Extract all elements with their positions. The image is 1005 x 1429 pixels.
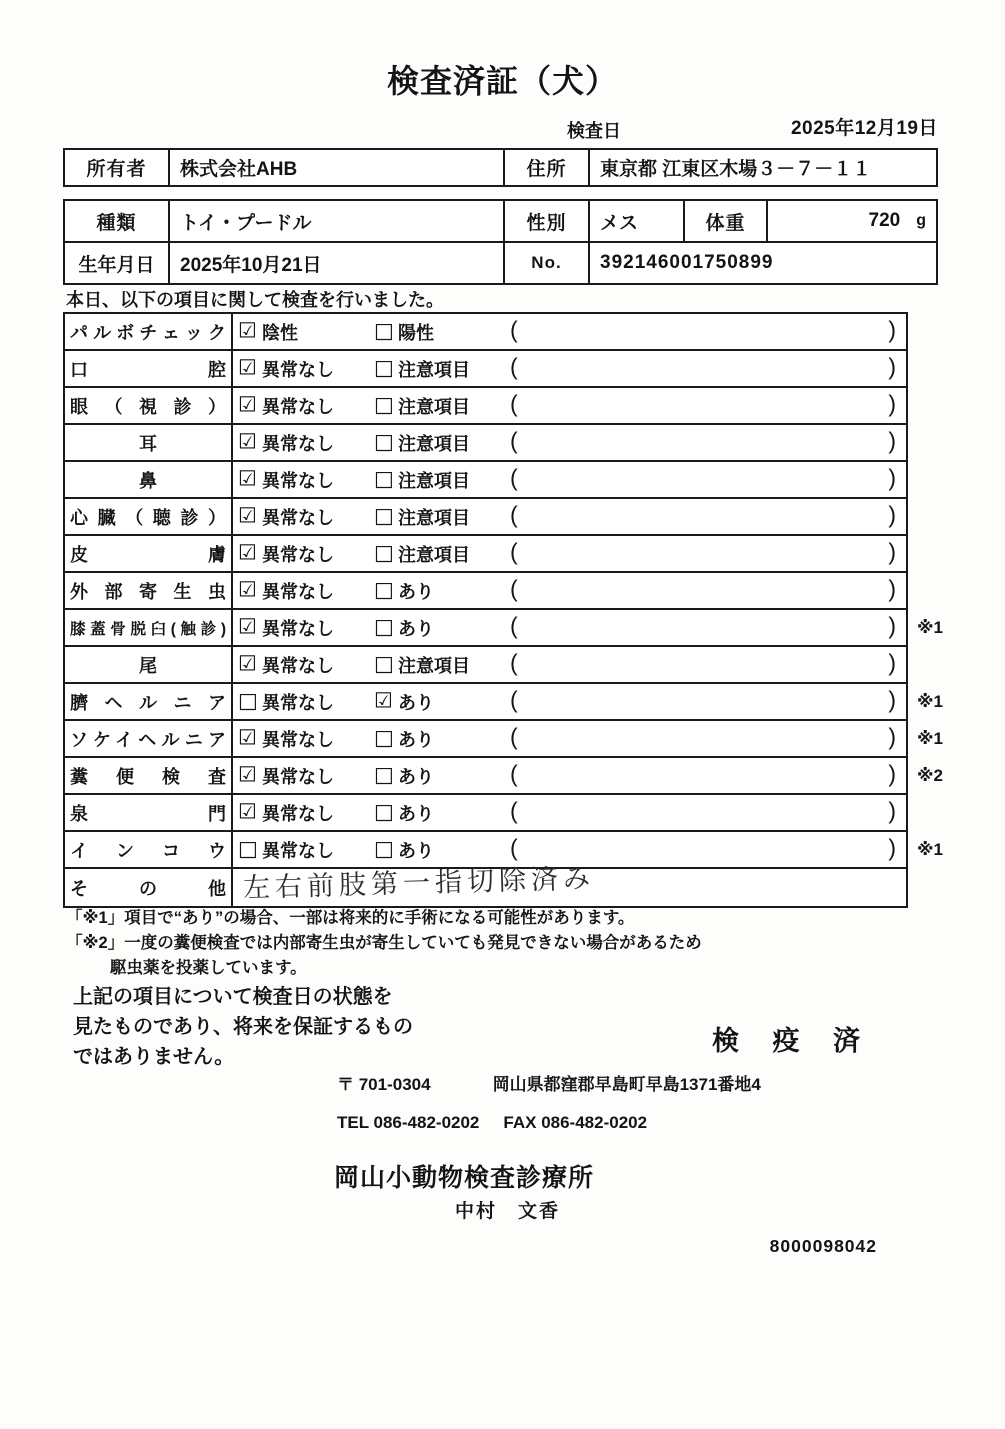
option2-label: あり xyxy=(398,840,434,861)
exam-row xyxy=(65,647,906,684)
option2-label: あり xyxy=(398,729,434,750)
clinic-address-line xyxy=(337,1070,761,1095)
exam-row-content xyxy=(233,863,906,906)
exam-row-content xyxy=(233,351,906,386)
remark-paren-close: ) xyxy=(888,834,896,861)
remark-paren-close: ) xyxy=(888,686,896,713)
exam-row-label-cell xyxy=(65,573,233,608)
remark-paren-open: ( xyxy=(510,612,518,639)
weight-value: 720 xyxy=(868,210,901,231)
address-value-cell: 東京都 江東区木場３－７－１１ xyxy=(600,159,872,180)
checkbox-checked-icon: ☑ xyxy=(374,688,393,713)
exam-row-label: 鼻 xyxy=(139,470,157,491)
exam-row-label-cell xyxy=(65,499,233,534)
remark-paren-open: ( xyxy=(510,353,518,380)
owner-value-cell: 株式会社AHB xyxy=(170,150,505,185)
document-number: 8000098042 xyxy=(769,1236,877,1256)
exam-row-label: インコウ xyxy=(70,840,226,861)
remark-paren-close: ) xyxy=(888,612,896,639)
veterinarian-name: 中村 文香 xyxy=(455,1201,561,1222)
option1-label: 陰性 xyxy=(262,322,298,343)
option1-label: 異常なし xyxy=(262,840,334,861)
row-reference-note: ※1 xyxy=(917,617,943,637)
remark-paren-close: ) xyxy=(888,575,896,602)
breed-value-cell: トイ・プードル xyxy=(170,201,505,243)
remark-paren-open: ( xyxy=(510,760,518,787)
checkbox-checked-icon: ☑ xyxy=(238,614,257,639)
option1-label: 異常なし xyxy=(262,655,334,676)
checkbox-checked-icon: ☑ xyxy=(238,799,257,824)
remark-paren-open: ( xyxy=(510,538,518,565)
inspection-date-label: 検査日 xyxy=(567,121,621,141)
remark-paren-close: ) xyxy=(888,390,896,417)
option2-label: あり xyxy=(398,581,434,602)
disclaimer-line-3: ではありません。 xyxy=(73,1046,235,1068)
exam-row-label: 糞便検査 xyxy=(70,766,226,787)
option1-label: 異常なし xyxy=(262,359,334,380)
postal-code: 〒 701-0304 xyxy=(337,1075,431,1094)
exam-row xyxy=(65,351,906,388)
weight-unit: g xyxy=(916,212,926,229)
handwritten-note: 左右前肢第一指切除済み xyxy=(242,863,596,903)
exam-row-label: 皮膚 xyxy=(70,544,226,565)
tel-number: TEL 086-482-0202 xyxy=(337,1113,480,1132)
checkbox-unchecked-icon: □ xyxy=(374,540,394,565)
birth-label-cell: 生年月日 xyxy=(65,243,170,283)
checkbox-unchecked-icon: □ xyxy=(374,836,394,861)
checkbox-unchecked-icon: □ xyxy=(374,503,394,528)
birth-value-cell: 2025年10月21日 xyxy=(170,243,505,283)
checkbox-unchecked-icon: □ xyxy=(374,392,394,417)
footnote-1: 「※1」項目で“あり”の場合、一部は将来的に手術になる可能性があります。 xyxy=(66,909,635,927)
checkbox-checked-icon: ☑ xyxy=(238,725,257,750)
exam-row xyxy=(65,758,943,795)
exam-row xyxy=(65,795,906,832)
checkbox-checked-icon: ☑ xyxy=(238,318,257,343)
option1-label: 異常なし xyxy=(262,433,334,454)
page-title: 検査済証（犬） xyxy=(386,63,618,99)
exam-row xyxy=(65,863,906,906)
remark-paren-open: ( xyxy=(510,427,518,454)
no-value-cell: 392146001750899 xyxy=(600,252,774,273)
exam-row xyxy=(65,573,906,610)
remark-paren-close: ) xyxy=(888,760,896,787)
exam-row-label: 眼（視診） xyxy=(70,396,226,417)
checkbox-unchecked-icon: □ xyxy=(374,466,394,491)
checkbox-checked-icon: ☑ xyxy=(238,651,257,676)
remark-paren-open: ( xyxy=(510,723,518,750)
remark-paren-open: ( xyxy=(510,575,518,602)
checkbox-checked-icon: ☑ xyxy=(238,762,257,787)
exam-row-label-cell xyxy=(65,869,233,906)
remark-paren-open: ( xyxy=(510,501,518,528)
option2-label: 注意項目 xyxy=(398,507,470,528)
exam-row-label-cell xyxy=(65,536,233,571)
option2-label: 注意項目 xyxy=(398,433,470,454)
exam-row-label: 泉門 xyxy=(70,803,226,824)
footnote-2: 「※2」一度の糞便検査では内部寄生虫が寄生していても発見できない場合があるため xyxy=(66,934,702,952)
owner-table xyxy=(63,148,938,187)
option1-label: 異常なし xyxy=(262,766,334,787)
weight-value-cell xyxy=(768,201,936,243)
breed-label-cell: 種類 xyxy=(65,201,170,243)
exam-row-label-cell xyxy=(65,388,233,423)
exam-row xyxy=(65,314,906,351)
address-label-cell: 住所 xyxy=(505,150,590,185)
quarantine-stamp: 検 疫 済 xyxy=(712,1026,874,1056)
exam-row xyxy=(65,388,906,425)
option1-label: 異常なし xyxy=(262,581,334,602)
exam-row-content xyxy=(233,647,906,682)
option1-label: 異常なし xyxy=(262,729,334,750)
fax-number: FAX 086-482-0202 xyxy=(503,1113,648,1132)
checkbox-checked-icon: ☑ xyxy=(238,392,257,417)
remark-paren-open: ( xyxy=(510,316,518,343)
remark-paren-close: ) xyxy=(888,353,896,380)
remark-paren-close: ) xyxy=(888,316,896,343)
exam-row-label: 膝蓋骨脱臼(触診) xyxy=(70,620,226,638)
row-reference-note: ※1 xyxy=(917,839,943,859)
exam-row xyxy=(65,536,906,573)
sex-value-cell: メス xyxy=(590,201,685,243)
checkbox-checked-icon: ☑ xyxy=(238,577,257,602)
remark-paren-close: ) xyxy=(888,501,896,528)
exam-row-label: ソケイヘルニア xyxy=(70,729,226,750)
exam-row-content xyxy=(233,536,906,571)
option2-label: あり xyxy=(398,803,434,824)
exam-row-content xyxy=(233,795,906,830)
exam-row-label: 臍ヘルニア xyxy=(70,692,226,713)
exam-row-label: 外部寄生虫 xyxy=(70,581,226,602)
option2-label: 注意項目 xyxy=(398,544,470,565)
exam-row xyxy=(65,499,906,536)
option2-label: 陽性 xyxy=(398,322,434,343)
remark-paren-close: ) xyxy=(888,649,896,676)
checkbox-unchecked-icon: □ xyxy=(374,651,394,676)
clinic-address: 岡山県都窪郡早島町早島1371番地4 xyxy=(492,1075,761,1094)
exam-row-content xyxy=(233,610,906,645)
row-reference-note: ※1 xyxy=(917,728,943,748)
checkbox-checked-icon: ☑ xyxy=(238,466,257,491)
exam-row xyxy=(65,425,906,462)
checkbox-checked-icon: ☑ xyxy=(238,429,257,454)
remark-paren-open: ( xyxy=(510,686,518,713)
remark-paren-close: ) xyxy=(888,427,896,454)
checkbox-unchecked-icon: □ xyxy=(374,355,394,380)
option1-label: 異常なし xyxy=(262,507,334,528)
exam-row-content xyxy=(233,721,906,756)
exam-row-content xyxy=(233,573,906,608)
option2-label: 注意項目 xyxy=(398,359,470,380)
option2-label: あり xyxy=(398,692,434,713)
exam-row-label: その他 xyxy=(70,878,226,899)
weight-label-cell: 体重 xyxy=(685,201,768,243)
option1-label: 異常なし xyxy=(262,544,334,565)
clinic-tel-line xyxy=(337,1113,647,1133)
exam-row-label-cell xyxy=(65,647,233,682)
remark-paren-open: ( xyxy=(510,390,518,417)
remark-paren-open: ( xyxy=(510,797,518,824)
option1-label: 異常なし xyxy=(262,396,334,417)
exam-row-label-cell xyxy=(65,721,233,756)
checkbox-unchecked-icon: □ xyxy=(374,429,394,454)
option2-label: 注意項目 xyxy=(398,396,470,417)
exam-row-label: 心臓（聴診） xyxy=(70,507,226,528)
checkbox-unchecked-icon: □ xyxy=(374,762,394,787)
exam-row xyxy=(65,610,943,647)
inspection-date-value: 2025年12月19日 xyxy=(790,118,938,139)
exam-row xyxy=(65,721,943,758)
sex-label-cell: 性別 xyxy=(505,201,590,243)
animal-table xyxy=(63,199,938,285)
disclaimer xyxy=(73,982,413,1072)
exam-row-label-cell xyxy=(65,462,233,497)
option2-label: あり xyxy=(398,766,434,787)
remark-paren-close: ) xyxy=(888,797,896,824)
exam-table xyxy=(63,312,943,908)
exam-row-content xyxy=(233,499,906,534)
option1-label: 異常なし xyxy=(262,618,334,639)
exam-row-label-cell xyxy=(65,425,233,460)
exam-row-label-cell xyxy=(65,758,233,793)
option1-label: 異常なし xyxy=(262,803,334,824)
exam-row-label: 尾 xyxy=(139,655,157,676)
option1-label: 異常なし xyxy=(262,692,334,713)
checkbox-checked-icon: ☑ xyxy=(238,503,257,528)
checkbox-unchecked-icon: □ xyxy=(238,836,258,861)
owner-label-cell: 所有者 xyxy=(65,150,170,185)
checkbox-unchecked-icon: □ xyxy=(374,799,394,824)
remark-paren-close: ) xyxy=(888,464,896,491)
checkbox-checked-icon: ☑ xyxy=(238,355,257,380)
remark-paren-close: ) xyxy=(888,538,896,565)
remark-paren-open: ( xyxy=(510,649,518,676)
option2-label: 注意項目 xyxy=(398,655,470,676)
exam-row-content xyxy=(233,462,906,497)
exam-row-label: 口腔 xyxy=(70,359,226,380)
checkbox-unchecked-icon: □ xyxy=(374,577,394,602)
exam-row-label-cell xyxy=(65,795,233,830)
row-reference-note: ※2 xyxy=(917,765,943,785)
checkbox-unchecked-icon: □ xyxy=(374,318,394,343)
option1-label: 異常なし xyxy=(262,470,334,491)
exam-row-label-cell xyxy=(65,610,233,645)
disclaimer-line-2: 見たものであり、将来を保証するもの xyxy=(73,1016,413,1038)
footnotes xyxy=(66,906,702,981)
exam-row-label: 耳 xyxy=(139,433,157,454)
exam-row-label: パルボチェック xyxy=(70,322,226,343)
option2-label: あり xyxy=(398,618,434,639)
remark-paren-open: ( xyxy=(510,464,518,491)
remark-paren-close: ) xyxy=(888,723,896,750)
checkbox-checked-icon: ☑ xyxy=(238,540,257,565)
exam-row-content xyxy=(233,314,906,349)
row-reference-note: ※1 xyxy=(917,691,943,711)
option2-label: 注意項目 xyxy=(398,470,470,491)
intro-text: 本日、以下の項目に関して検査を行いました。 xyxy=(66,290,444,310)
footnote-2-continued: 駆虫薬を投薬しています。 xyxy=(110,959,307,977)
remark-paren-open: ( xyxy=(510,834,518,861)
exam-row-label-cell xyxy=(65,832,233,867)
exam-row-content xyxy=(233,684,906,719)
exam-row-content xyxy=(233,425,906,460)
disclaimer-line-1: 上記の項目について検査日の状態を xyxy=(73,986,393,1008)
checkbox-unchecked-icon: □ xyxy=(238,688,258,713)
clinic-name: 岡山小動物検査診療所 xyxy=(334,1164,595,1192)
exam-row-content xyxy=(233,758,906,793)
exam-row xyxy=(65,462,906,499)
exam-row-label-cell xyxy=(65,684,233,719)
exam-row-label-cell xyxy=(65,314,233,349)
exam-row xyxy=(65,684,943,721)
exam-row-content xyxy=(233,388,906,423)
no-label-cell: No. xyxy=(505,243,590,283)
checkbox-unchecked-icon: □ xyxy=(374,614,394,639)
exam-row-label-cell xyxy=(65,351,233,386)
checkbox-unchecked-icon: □ xyxy=(374,725,394,750)
